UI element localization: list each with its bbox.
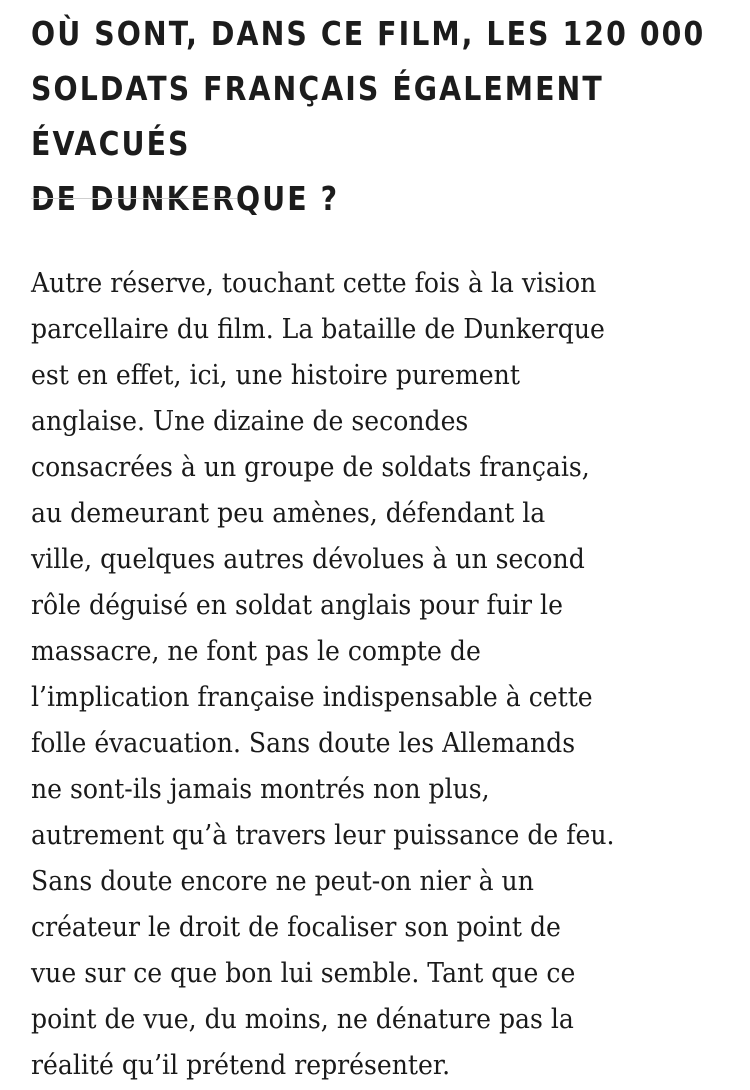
section-heading: OÙ SONT, DANS CE FILM, LES 120 000 SOLDATS FRANÇAIS ÉGALEMENT ÉVACUÉS DE DUNKERQUE ? (31, 14, 706, 218)
article (31, 0, 731, 1081)
article-paragraph: Autre réserve, touchant cette fois à la vision parcellaire du film. La bataille de Dunkerque est en effet, ici, une histoire purement anglaise. Une dizaine de secondes consacrées à un groupe de soldats français, au demeurant peu amènes, défendant la ville, quelques autres dévolues à un second rôle déguisé en soldat anglais pour fuir le massacre, ne font pas le compte de l’implication française indispensable à cette folle évacuation. Sans doute les Allemands ne sont-ils jamais montrés non plus, autrement qu’à travers leur puissance de feu. Sans doute encore ne peut-on nier à un créateur le droit de focaliser son point de vue sur ce que bon lui semble. Tant que ce point de vue, du moins, ne dénature pas la réalité qu’il prétend représenter. (31, 268, 615, 1081)
heading-divider (31, 198, 237, 199)
